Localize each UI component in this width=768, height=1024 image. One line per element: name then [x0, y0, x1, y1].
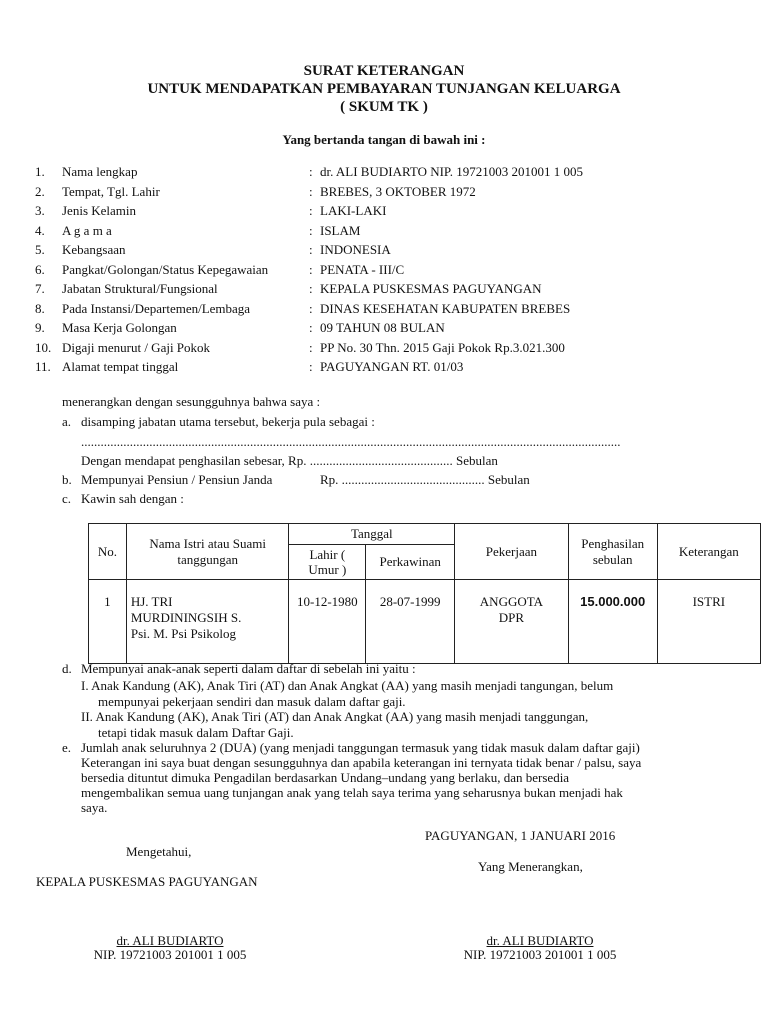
field-colon: : [309, 262, 313, 277]
field-number: 1. [35, 164, 45, 179]
field-colon: : [309, 281, 313, 296]
header-keterangan: Keterangan [657, 524, 760, 580]
cell-perkawinan: 28-07-1999 [366, 580, 455, 664]
field-label: Nama lengkap [62, 164, 138, 179]
field-label: Jenis Kelamin [62, 203, 137, 218]
declaration-text: menerangkan dengan sesungguhnya bahwa saya : [62, 394, 321, 409]
header-lahir: Lahir ( Umur ) [289, 545, 366, 580]
field-colon: : [309, 223, 313, 238]
cell-penghasilan: 15.000.000 [568, 580, 657, 664]
title-line-3: ( SKUM TK ) [340, 99, 428, 115]
field-label: Masa Kerja Golongan [62, 320, 177, 335]
left-signer-nip: NIP. 19721003 201001 1 005 [93, 947, 247, 962]
field-value: PENATA - III/C [320, 262, 405, 277]
cell-pekerjaan-line-2: DPR [498, 610, 525, 625]
item-b-amount: Rp. ............................................ Sebulan [320, 472, 530, 487]
field-value: PAGUYANGAN RT. 01/03 [320, 359, 464, 374]
item-a-text: disamping jabatan utama tersebut, bekerja pula sebagai : [81, 414, 375, 429]
field-label: Alamat tempat tinggal [62, 359, 179, 374]
item-e-line-5: saya. [81, 800, 108, 815]
item-d-text: Mempunyai anak-anak seperti dalam daftar di sebelah ini yaitu : [81, 661, 416, 676]
dotted-fill-line: ...................................................................................................................................................................... [81, 434, 621, 449]
kepala-title: KEPALA PUSKESMAS PAGUYANGAN [36, 874, 258, 889]
cell-pekerjaan [455, 580, 569, 664]
field-colon: : [309, 164, 313, 179]
field-value: DINAS KESEHATAN KABUPATEN BREBES [320, 301, 571, 316]
item-d-i-line-2: mempunyai pekerjaan sendiri dan masuk dalam daftar gaji. [98, 694, 406, 709]
title-line-1: SURAT KETERANGAN [303, 63, 465, 79]
field-colon: : [309, 184, 313, 199]
menerangkan-label: Yang Menerangkan, [478, 859, 583, 874]
item-b-text: Mempunyai Pensiun / Pensiun Janda [81, 472, 273, 487]
field-number: 10. [35, 340, 52, 355]
cell-keterangan: ISTRI [657, 580, 760, 664]
header-name: Nama Istri atau Suami tanggungan [126, 524, 289, 580]
field-number: 2. [35, 184, 45, 199]
field-number: 8. [35, 301, 45, 316]
table-row [89, 580, 761, 664]
field-value: ISLAM [320, 223, 361, 238]
field-label: Pangkat/Golongan/Status Kepegawaian [62, 262, 269, 277]
field-colon: : [309, 320, 313, 335]
header-perkawinan: Perkawinan [366, 545, 455, 580]
field-label: Pada Instansi/Departemen/Lembaga [62, 301, 251, 316]
field-colon: : [309, 242, 313, 257]
cell-no: 1 [89, 580, 127, 664]
header-pekerjaan: Pekerjaan [455, 524, 569, 580]
header-tanggal: Tanggal [289, 524, 455, 545]
title-line-2: UNTUK MENDAPATKAN PEMBAYARAN TUNJANGAN KELUARGA [147, 81, 621, 97]
field-number: 11. [35, 359, 51, 374]
field-label: A g a m a [62, 223, 112, 238]
item-e-line-4: mengembalikan semua uang tunjangan anak yang telah saya terima yang seharusnya bukan menjadi hak [81, 785, 623, 800]
cell-name-line-1: HJ. TRI [130, 594, 173, 609]
item-e-line-1: Jumlah anak seluruhnya 2 (DUA) (yang menjadi tanggungan termasuk yang tidak masuk dalam daftar gaji) [81, 740, 640, 755]
item-e-line-3: bersedia dituntut dimuka Pengadilan berdasarkan Undang–undang yang berlaku, dan bersedia [81, 770, 570, 785]
mengetahui-label: Mengetahui, [126, 844, 192, 859]
field-label: Kebangsaan [62, 242, 126, 257]
item-e-line-2: Keterangan ini saya buat dengan sesungguhnya dan apabila keterangan ini ternyata tidak benar / palsu, saya [81, 755, 642, 770]
cell-lahir: 10-12-1980 [289, 580, 366, 664]
field-value: dr. ALI BUDIARTO NIP. 19721003 201001 1 005 [320, 164, 583, 179]
field-value: INDONESIA [320, 242, 391, 257]
item-d-ii-line-1: II. Anak Kandung (AK), Anak Tiri (AT) dan Anak Angkat (AA) yang masih menjadi tanggungan, [81, 709, 589, 724]
right-signer-nip: NIP. 19721003 201001 1 005 [463, 947, 617, 962]
cell-name [126, 580, 289, 664]
field-colon: : [309, 203, 313, 218]
field-number: 7. [35, 281, 45, 296]
item-d-i-line-1: I. Anak Kandung (AK), Anak Tiri (AT) dan Anak Angkat (AA) yang masih menjadi tangungan, belum [81, 678, 614, 693]
field-value: 09 TAHUN 08 BULAN [320, 320, 445, 335]
item-e-letter: e. [62, 740, 72, 755]
field-value: KEPALA PUSKESMAS PAGUYANGAN [320, 281, 542, 296]
cell-pekerjaan-line-1: ANGGOTA [479, 594, 544, 609]
field-number: 3. [35, 203, 45, 218]
field-label: Tempat, Tgl. Lahir [62, 184, 160, 199]
header-no: No. [89, 524, 127, 580]
field-label: Jabatan Struktural/Fungsional [62, 281, 218, 296]
field-number: 5. [35, 242, 45, 257]
header-penghasilan: Penghasilan sebulan [568, 524, 657, 580]
field-colon: : [309, 359, 313, 374]
field-value: LAKI-LAKI [320, 203, 387, 218]
field-value: BREBES, 3 OKTOBER 1972 [320, 184, 476, 199]
field-number: 4. [35, 223, 45, 238]
intro-text: Yang bertanda tangan di bawah ini : [282, 132, 486, 147]
place-date: PAGUYANGAN, 1 JANUARI 2016 [425, 828, 616, 843]
income-text: Dengan mendapat penghasilan sebesar, Rp. ............................................ Sebulan [81, 453, 498, 468]
item-c-text: Kawin sah dengan : [81, 491, 184, 506]
cell-name-line-3: Psi. M. Psi Psikolog [130, 626, 236, 641]
cell-name-line-2: MURDININGSIH S. [130, 610, 242, 625]
right-signer-name: dr. ALI BUDIARTO [486, 933, 594, 948]
table-header-row [89, 524, 761, 545]
field-number: 9. [35, 320, 45, 335]
item-d-letter: d. [62, 661, 72, 676]
item-d-ii-line-2: tetapi tidak masuk dalam Daftar Gaji. [98, 725, 294, 740]
field-value: PP No. 30 Thn. 2015 Gaji Pokok Rp.3.021.300 [320, 340, 565, 355]
item-a-letter: a. [62, 414, 72, 429]
left-signer-name: dr. ALI BUDIARTO [116, 933, 224, 948]
field-number: 6. [35, 262, 45, 277]
field-colon: : [309, 340, 313, 355]
spouse-table [88, 523, 761, 664]
item-b-letter: b. [62, 472, 72, 487]
field-colon: : [309, 301, 313, 316]
item-c-letter: c. [62, 491, 72, 506]
field-label: Digaji menurut / Gaji Pokok [62, 340, 211, 355]
